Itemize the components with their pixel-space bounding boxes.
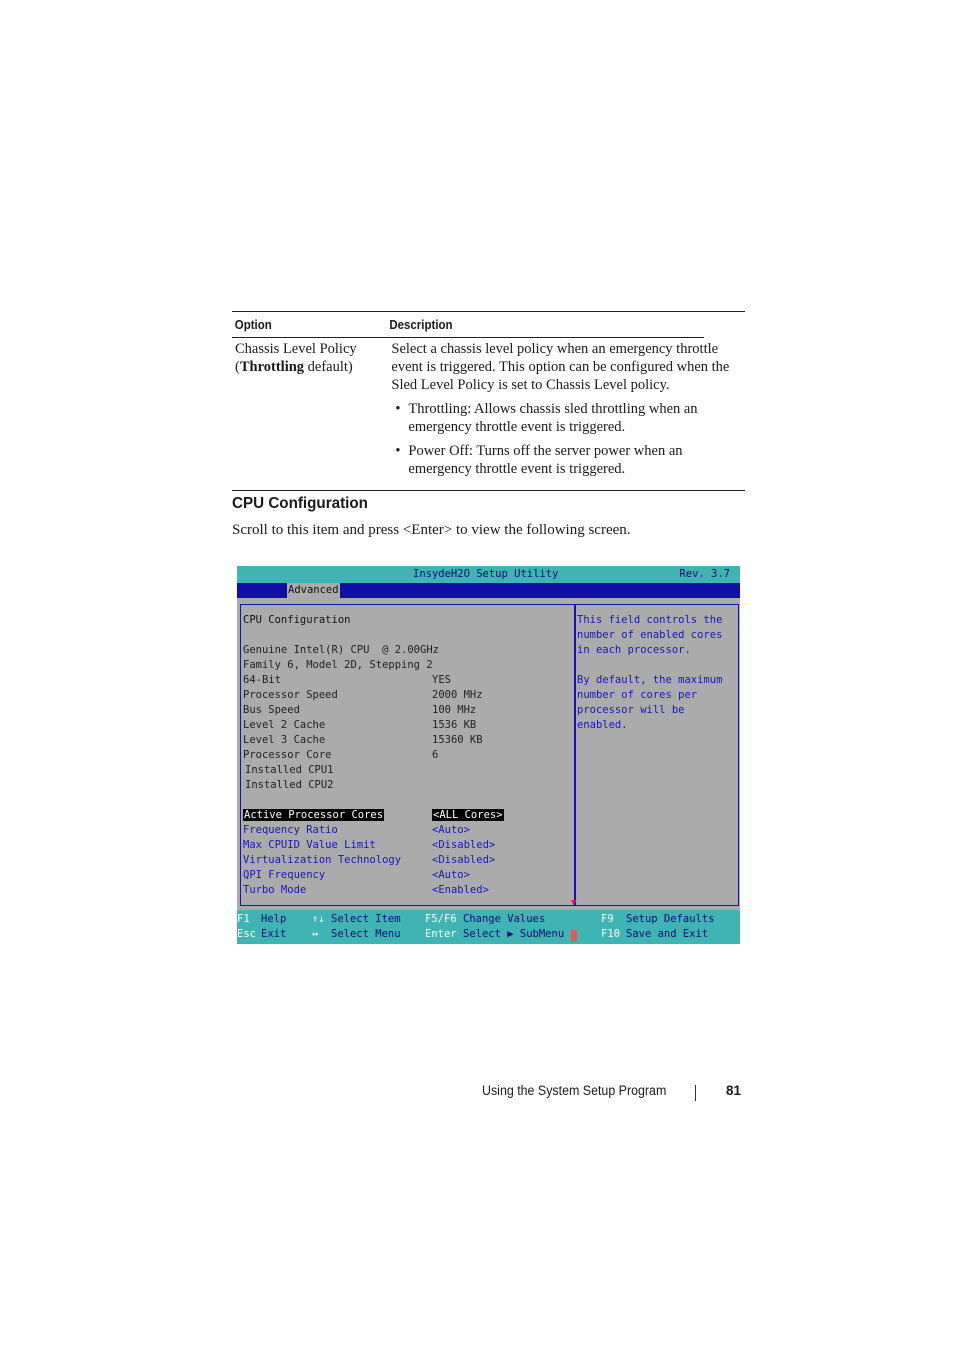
chapter-title: Using the System Setup Program [482,1083,667,1098]
info-label: Level 2 Cache [243,719,326,731]
option-turbo-mode[interactable]: Turbo Mode [243,884,307,896]
help-text-line: enabled. [577,719,628,731]
option-paren: ( [235,359,240,375]
help-text-line: processor will be [577,704,685,716]
column-header-option: Option [234,317,272,332]
option-virtualization-technology[interactable]: Virtualization Technology [243,854,402,866]
option-active-processor-cores[interactable]: Active Processor Cores [244,809,384,821]
description-text: Select a chassis level policy when an emergency throttle event is triggered. This option can be configured when the Sled Level Policy is set to Chassis Level policy. [391,341,730,393]
option-value-qpi-frequency[interactable]: <Auto> [432,869,470,881]
info-label: Installed CPU2 [245,779,334,791]
description-bullet-list [391,400,745,478]
bullet-item: • Throttling: Allows chassis sled throttling when an emergency throttle event is triggered. [391,400,745,436]
table-header-row [232,312,704,338]
info-value: 1536 KB [432,719,477,731]
key-f9-label: Setup Defaults [626,913,715,925]
info-label: 64-Bit [243,674,281,686]
cursor-block [571,930,577,942]
key-enter-label: Select ▶ SubMenu [463,928,565,940]
option-qpi-frequency[interactable]: QPI Frequency [243,869,326,881]
bios-screen-heading: CPU Configuration [243,614,351,626]
processor-name: Genuine Intel(R) CPU @ 2.00GHz [243,644,439,656]
option-cell [232,340,389,484]
table-row [232,338,745,491]
key-leftright-label: Select Menu [331,928,401,940]
info-value: 15360 KB [432,734,483,746]
intro-text: Scroll to this item and press <Enter> to view the following screen. [232,522,631,538]
info-label: Level 3 Cache [243,734,326,746]
help-text-line: By default, the maximum [577,674,723,686]
key-f10: F10 [601,928,620,940]
help-text-line: This field controls the [577,614,723,626]
help-text-line: number of enabled cores [577,629,723,641]
key-enter: Enter [425,928,457,940]
info-label: Bus Speed [243,704,300,716]
key-f10-label: Save and Exit [626,928,709,940]
section-heading: CPU Configuration [232,495,368,512]
info-value: 2000 MHz [432,689,483,701]
info-value: 6 [432,749,439,761]
key-f1: F1 [237,913,250,925]
option-default-value: Throttling [239,359,305,375]
page-number: 81 [726,1083,742,1098]
info-label: Processor Speed [243,689,338,701]
description-cell [389,340,745,484]
help-text-line: number of cores per [577,689,698,701]
tab-advanced[interactable]: Advanced [288,584,339,596]
bios-revision: Rev. 3.7 [679,568,730,580]
info-label: Processor Core [243,749,332,761]
key-esc: Esc [237,928,256,940]
key-esc-label: Exit [261,928,287,940]
info-value: 100 MHz [432,704,477,716]
leftright-arrows-icon: ↔ [312,928,319,940]
key-updown-label: Select Item [331,913,401,925]
option-value-turbo-mode[interactable]: <Enabled> [432,884,489,896]
bios-title: InsydeH2O Setup Utility [413,568,559,580]
option-frequency-ratio[interactable]: Frequency Ratio [243,824,338,836]
option-value-virtualization[interactable]: <Disabled> [432,854,496,866]
info-value: YES [432,674,451,686]
option-value-active-processor-cores[interactable]: <ALL Cores> [433,809,503,821]
option-table [232,311,745,491]
help-text-line: in each processor. [577,644,691,656]
bullet-item: • Power Off: Turns off the server power when an emergency throttle event is triggered. [391,442,745,478]
option-default-suffix: default) [304,359,353,375]
updown-arrows-icon: ↑↓ [312,913,325,925]
bios-help-panel [574,604,739,906]
key-f9: F9 [601,913,614,925]
info-label: Installed CPU1 [245,764,334,776]
processor-family: Family 6, Model 2D, Stepping 2 [243,659,433,671]
footer-divider [695,1085,696,1101]
key-f5f6-label: Change Values [463,913,546,925]
option-value-frequency-ratio[interactable]: <Auto> [432,824,470,836]
key-f1-label: Help [261,913,287,925]
bios-menu-bar [237,583,740,598]
option-name: Chassis Level Policy [235,341,357,357]
option-value-max-cpuid[interactable]: <Disabled> [432,839,496,851]
column-header-description: Description [389,317,453,332]
key-f5f6: F5/F6 [425,913,457,925]
scroll-down-arrow-icon: ▼ [571,898,577,908]
bios-title-bar [237,566,740,583]
bios-screenshot [237,566,740,944]
page-footer [482,1083,742,1103]
bios-footer-bar [237,910,740,944]
option-max-cpuid-value-limit[interactable]: Max CPUID Value Limit [243,839,376,851]
bios-main-panel [240,604,575,906]
